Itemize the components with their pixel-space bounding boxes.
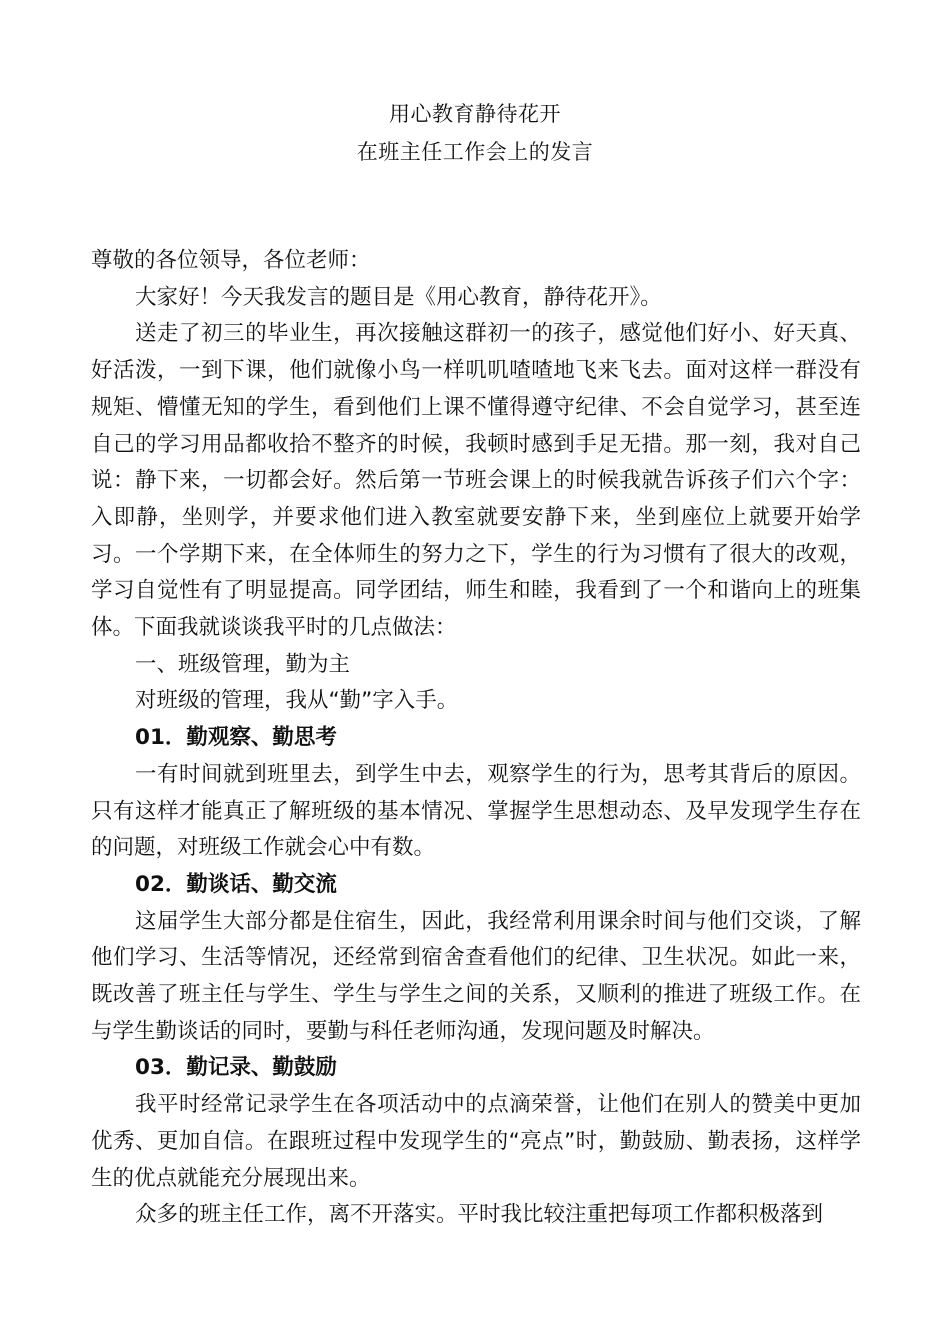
- paragraph: 对班级的管理，我从“勤”字入手。: [135, 688, 459, 714]
- salutation: 尊敬的各位领导，各位老师：: [91, 248, 371, 273]
- document-subtitle: 在班主任工作会上的发言: [356, 140, 594, 164]
- paragraph-greeting: 大家好！今天我发言的题目是《用心教育，静待花开》。: [135, 284, 662, 310]
- paragraph: 一有时间就到班里去，到学生中去，观察学生的行为，思考其背后的原因。只有这样才能真正了解班级的基本情况、掌握学生思想动态、及早发现学生存在的问题，对班级工作就会心中有数。: [91, 761, 861, 861]
- paragraph: 众多的班主任工作，离不开落实。平时我比较注重把每项工作都积极落到: [135, 1202, 824, 1228]
- subheading-01: 01．勤观察、勤思考: [135, 725, 337, 751]
- document-body: [91, 243, 861, 1234]
- section-heading: 一、班级管理，勤为主: [135, 651, 351, 677]
- subheading-02: 02．勤谈话、勤交流: [135, 871, 337, 897]
- paragraph: 我平时经常记录学生在各项活动中的点滴荣誉，让他们在别人的赞美中更加优秀、更加自信。在跟班过程中发现学生的“亮点”时，勤鼓励、勤表扬，这样学生的优点就能充分展现出来。: [91, 1092, 861, 1191]
- subheading-03: 03．勤记录、勤鼓励: [135, 1055, 337, 1081]
- paragraph-intro: 送走了初三的毕业生，再次接触这群初一的孩子，感觉他们好小、好天真、好活泼，一到下课，他们就像小鸟一样叽叽喳喳地飞来飞去。面对这样一群没有规矩、懵懂无知的学生，看到他们上课不懂得遵守纪律、不会自觉学习，甚至连自己的学习用品都收拾不整齐的时候，我顿时感到手足无措。那一刻，我对自己说：静下来，一切都会好。然后第一节班会课上的时候我就告诉孩子们六个字：入即静，坐则学，并要求他们进入教室就要安静下来，坐到座位上就要开始学习。一个学期下来，在全体师生的努力之下，学生的行为习惯有了很大的改观，学习自觉性有了明显提高。同学团结，师生和睦，我看到了一个和谐向上的班集体。下面我就谈谈我平时的几点做法：: [91, 321, 861, 641]
- paragraph: 这届学生大部分都是住宿生，因此，我经常利用课余时间与他们交谈，了解他们学习、生活等情况，还经常到宿舍查看他们的纪律、卫生状况。如此一来，既改善了班主任与学生、学生与学生之间的关系，又顺利的推进了班级工作。在与学生勤谈话的同时，要勤与科任老师沟通，发现问题及时解决。: [91, 908, 861, 1044]
- document-title: 用心教育静待花开: [389, 102, 561, 126]
